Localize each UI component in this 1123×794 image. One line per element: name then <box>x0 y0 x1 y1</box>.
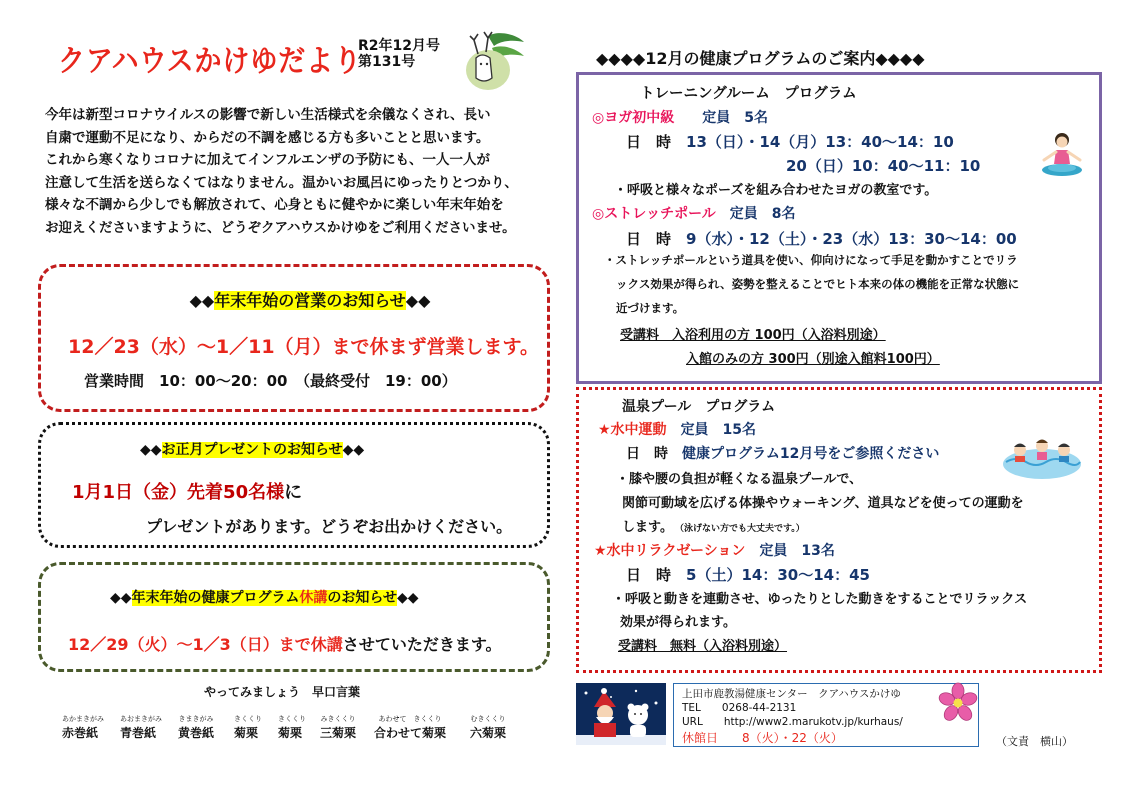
aqua-capacity: 定員 15名 <box>680 422 757 438</box>
twister-word <box>234 714 262 741</box>
twister-text: 菊栗 <box>278 726 303 740</box>
pool-fee: 受講料 無料（入浴料別途） <box>618 639 788 654</box>
diamond-prefix: ◆◆ <box>110 590 132 606</box>
aqua-desc-line <box>622 516 805 535</box>
intro-line: お迎えくださいますように、どうぞクアハウスかけゆをご利用くださいませ。 <box>45 219 516 236</box>
twister-word <box>62 714 104 741</box>
twister-ruby: みきくくり <box>320 715 356 723</box>
intro-line: 様々な不調から少しでも解放されて、心身ともに健やかに楽しい年末年始を <box>45 197 504 214</box>
intro-line: これから寒くなりコロナに加えてインフルエンザの予防にも、一人一人が <box>45 152 490 169</box>
closed-label: 休館日 <box>682 731 719 745</box>
twister-text: 青巻紙 <box>120 726 157 740</box>
twister-text: 黄巻紙 <box>178 726 215 740</box>
twister-ruby: あわせて きくくり <box>378 715 442 723</box>
relax-name: ★水中リラクゼーション <box>594 543 746 559</box>
intro-line: 今年は新型コロナウイルスの影響で新しい生活様式を余儀なくされ、長い <box>45 107 491 123</box>
diamond-prefix: ◆◆ <box>189 291 215 310</box>
notice-closed-title-b: 休講 <box>299 590 328 606</box>
notice-present-main <box>72 478 302 504</box>
notice-present-sub: プレゼントがあります。どうぞお出かけください。 <box>146 517 513 536</box>
stretch-capacity: 定員 8名 <box>729 206 796 222</box>
twister-word <box>278 714 306 741</box>
closed-days-row <box>682 729 843 746</box>
aqua-date-row <box>626 443 939 463</box>
issue-date: R2年12月号 <box>358 38 441 54</box>
notice-closed-main <box>68 632 502 655</box>
twister-text: 赤巻紙 <box>62 726 99 740</box>
twister-text: 三菊栗 <box>320 726 357 740</box>
pool-swimmers-icon <box>1002 430 1082 480</box>
intro-line: 自粛で運動不足になり、からだの不調を感じる方も多いことと思います。 <box>45 129 490 146</box>
issue-no: 第131号 <box>358 54 416 70</box>
closed-days: 8（火）・22（火） <box>742 731 843 745</box>
present-date: 1月1日（金）先着50名様 <box>72 482 285 503</box>
deer-onsen-logo-icon <box>458 28 528 92</box>
yoga-heading <box>592 107 768 127</box>
twister-word <box>178 714 214 741</box>
stretch-desc-line: 近づけます。 <box>616 301 685 315</box>
tel-row <box>682 700 796 715</box>
relax-date: 5（土）14：30～14：45 <box>686 566 870 584</box>
twister-text: 六菊栗 <box>470 726 507 740</box>
aqua-desc-text: します。 <box>622 520 667 535</box>
newsletter-title: クアハウスかけゆだより <box>58 44 362 79</box>
date-label: 日 時 <box>626 133 672 151</box>
twister-ruby: あかまきがみ <box>62 715 104 723</box>
issue-number <box>358 38 440 70</box>
closed-suffix: させていただきます。 <box>342 635 502 654</box>
date-label: 日 時 <box>626 446 668 462</box>
twister-word <box>374 714 446 741</box>
notice-closed-title-a: 年末年始の健康プログラム <box>131 590 300 606</box>
tel-label: TEL <box>682 702 701 714</box>
yoga-date-row <box>626 131 954 152</box>
tel-number: 0268-44-2131 <box>721 702 797 714</box>
intro-line: 注意して生活を送らなくてはなりません。温かいお風呂にゆったりとつかり、 <box>45 174 518 191</box>
yoga-description: ・呼吸と様々なポーズを組み合わせたヨガの教室です。 <box>614 183 938 198</box>
yoga-name: ◎ヨガ初中級 <box>592 110 675 126</box>
notice-closed-title <box>110 587 419 607</box>
stretch-date: 9（水）・12（土）・23（水）13：30～14：00 <box>686 230 1017 248</box>
notice-hours-main: 12／23（水）～1／11（月）まで休まず営業します。 <box>68 336 540 358</box>
relax-date-row <box>626 564 870 585</box>
christmas-santa-bear-icon <box>576 683 666 745</box>
notice-present-title <box>140 439 364 459</box>
twister-ruby: あおまきがみ <box>120 715 162 723</box>
twister-ruby: きまきがみ <box>178 715 214 723</box>
date-label: 日 時 <box>626 230 672 248</box>
flower-icon <box>938 682 978 722</box>
relax-desc-line: 効果が得られます。 <box>620 615 736 630</box>
url-label: URL <box>682 716 703 728</box>
aqua-desc-line: ・膝や腰の負担が軽くなる温泉プールで、 <box>616 472 863 487</box>
org-name: 上田市鹿教湯健康センター クアハウスかけゆ <box>682 688 901 700</box>
twister-word <box>120 714 162 741</box>
training-fee-2: 入館のみの方 300円（別途入館料100円） <box>686 352 940 367</box>
aqua-desc-line: 関節可動域を広げる体操やウォーキング、道具などを使っての運動を <box>622 496 1024 511</box>
training-fee-1: 受講料 入浴利用の方 100円（入浴料別途） <box>620 328 886 343</box>
stretch-name: ◎ストレッチポール <box>592 206 716 222</box>
diamond-suffix: ◆◆ <box>405 291 431 310</box>
diamond-prefix: ◆◆ <box>140 442 162 458</box>
yoga-date2: 20（日）10：40～11：10 <box>786 157 981 175</box>
aqua-date: 健康プログラム12月号をご参照ください <box>682 446 940 462</box>
yoga-capacity: 定員 5名 <box>702 110 768 126</box>
relax-capacity: 定員 13名 <box>759 543 835 559</box>
notice-closed-title-c: のお知らせ <box>327 590 397 606</box>
aqua-name: ★水中運動 <box>598 422 667 438</box>
stretch-heading <box>592 203 796 223</box>
twister-word <box>320 714 356 741</box>
notice-closed-box <box>38 562 550 672</box>
tongue-twister-title: やってみましょう 早口言葉 <box>204 685 361 699</box>
present-particle: に <box>284 482 303 503</box>
twister-text: 合わせて菊栗 <box>374 726 447 740</box>
relax-desc-line: ・呼吸と動きを連動させ、ゆったりとした動きをすることでリラックス <box>612 592 1028 607</box>
url-row <box>682 714 903 729</box>
stretch-desc-line: ・ストレッチポールという道具を使い、仰向けになって手足を動かすことでリラ <box>604 253 1018 267</box>
twister-word <box>470 714 506 741</box>
aqua-heading <box>598 419 756 439</box>
aqua-note: （泳げない方でも大丈夫です。） <box>679 524 805 534</box>
notice-hours-title-text: 年末年始の営業のお知らせ <box>214 291 406 310</box>
notice-hours-title <box>0 288 620 311</box>
url-link[interactable]: http://www2.marukotv.jp/kurhaus/ <box>723 716 903 728</box>
diamond-suffix: ◆◆ <box>397 590 419 606</box>
twister-text: 菊栗 <box>234 726 259 740</box>
notice-present-title-text: お正月プレゼントのお知らせ <box>161 442 343 458</box>
twister-ruby: きくくり <box>278 715 306 723</box>
intro-paragraph <box>45 104 565 240</box>
date-label: 日 時 <box>626 566 672 584</box>
tongue-twister <box>62 714 542 748</box>
yoga-person-icon <box>1036 130 1088 182</box>
author-credit: （文責 横山） <box>996 735 1073 748</box>
yoga-date1: 13（日）・14（月）13：40～14：10 <box>686 133 954 151</box>
twister-ruby: きくくり <box>234 715 262 723</box>
pool-title: 温泉プール プログラム <box>622 399 776 415</box>
stretch-desc-line: ックス効果が得られ、姿勢を整えることでヒト本来の体の機能を正常な状態に <box>616 277 1020 291</box>
twister-ruby: むきくくり <box>470 715 506 723</box>
diamond-suffix: ◆◆ <box>342 442 365 458</box>
training-title: トレーニングルーム プログラム <box>640 86 857 102</box>
program-header: ◆◆◆◆12月の健康プログラムのご案内◆◆◆◆ <box>596 49 925 68</box>
business-hours: 営業時間 10：00～20：00 （最終受付 19：00） <box>84 372 457 390</box>
closed-dates: 12／29（火）～1／3（日）まで休講 <box>68 635 343 654</box>
relax-heading <box>594 540 835 560</box>
stretch-date-row <box>626 228 1017 249</box>
